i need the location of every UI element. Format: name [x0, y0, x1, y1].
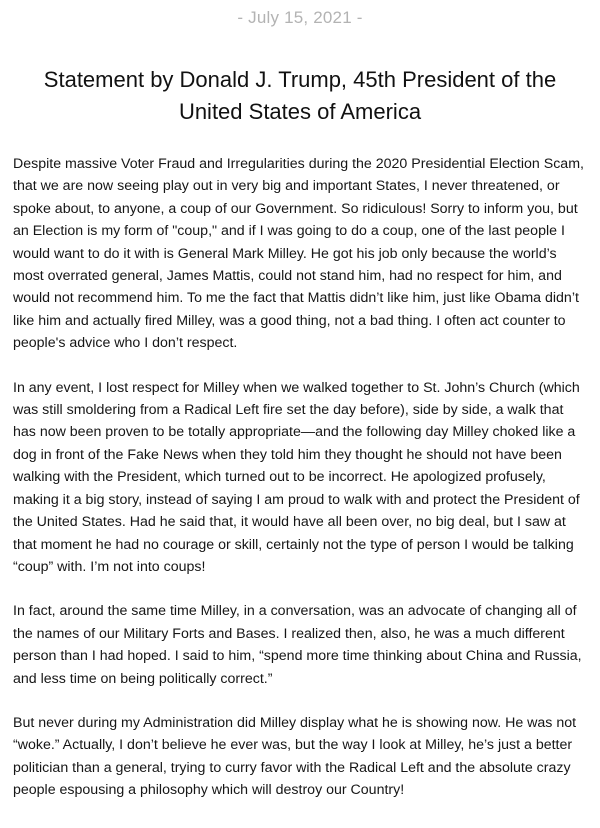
paragraph-3: In fact, around the same time Milley, in a conversation, was an advocate of changing all of the names of our Military Forts and Bases. I realized then, also, he was a much different person than I had hoped. I said to him, “spend more time thinking about China and Russia, and less time on being politically correct.” [13, 603, 582, 687]
statement-title: Statement by Donald J. Trump, 45th President of the United States of America [43, 67, 557, 124]
paragraph-4: But never during my Administration did Milley display what he is showing now. He was not “woke.” Actually, I don’t believe he ever was, but the way I look at Milley, he’s just a better politician than a general, trying to curry favor with the Radical Left and the absolute crazy people espousing a philosophy which will destroy our Country! [13, 714, 577, 799]
statement-body [13, 153, 589, 824]
paragraph-2: In any event, I lost respect for Milley when we walked together to St. John’s Church (which was still smoldering from a Radical Left fire set the day before), side by side, a walk that has now been proven to be totally appropriate—and the following day Milley choked like a dog in front of the Fake News when they told him they thought he should not have been walking with the President, which turned out to be incorrect. He apologized profusely, making it a big story, instead of saying I am proud to walk with and protect the President of the United States. Had he said that, it would have all been over, no big deal, but I saw at that moment he had no courage or skill, certainly not the type of person I would be talking “coup” with. I’m not into coups! [13, 379, 580, 575]
statement-date: - July 15, 2021 - [237, 8, 363, 27]
paragraph-1: Despite massive Voter Fraud and Irregularities during the 2020 Presidential Election Scam, that we are now seeing play out in very big and important States, I never threatened, or spoke about, to anyone, a coup of our Government. So ridiculous! Sorry to inform you, but an Election is my form of "coup," and if I was going to do a coup, one of the last people I would want to do it with is General Mark Milley. He got his job only because the world’s most overrated general, James Mattis, could not stand him, had no respect for him, and would not recommend him. To me the fact that Mattis didn’t like him, just like Obama didn’t like him and actually fired Milley, was a good thing, not a bad thing. I often act counter to people's advice who I don’t respect. [13, 156, 584, 352]
